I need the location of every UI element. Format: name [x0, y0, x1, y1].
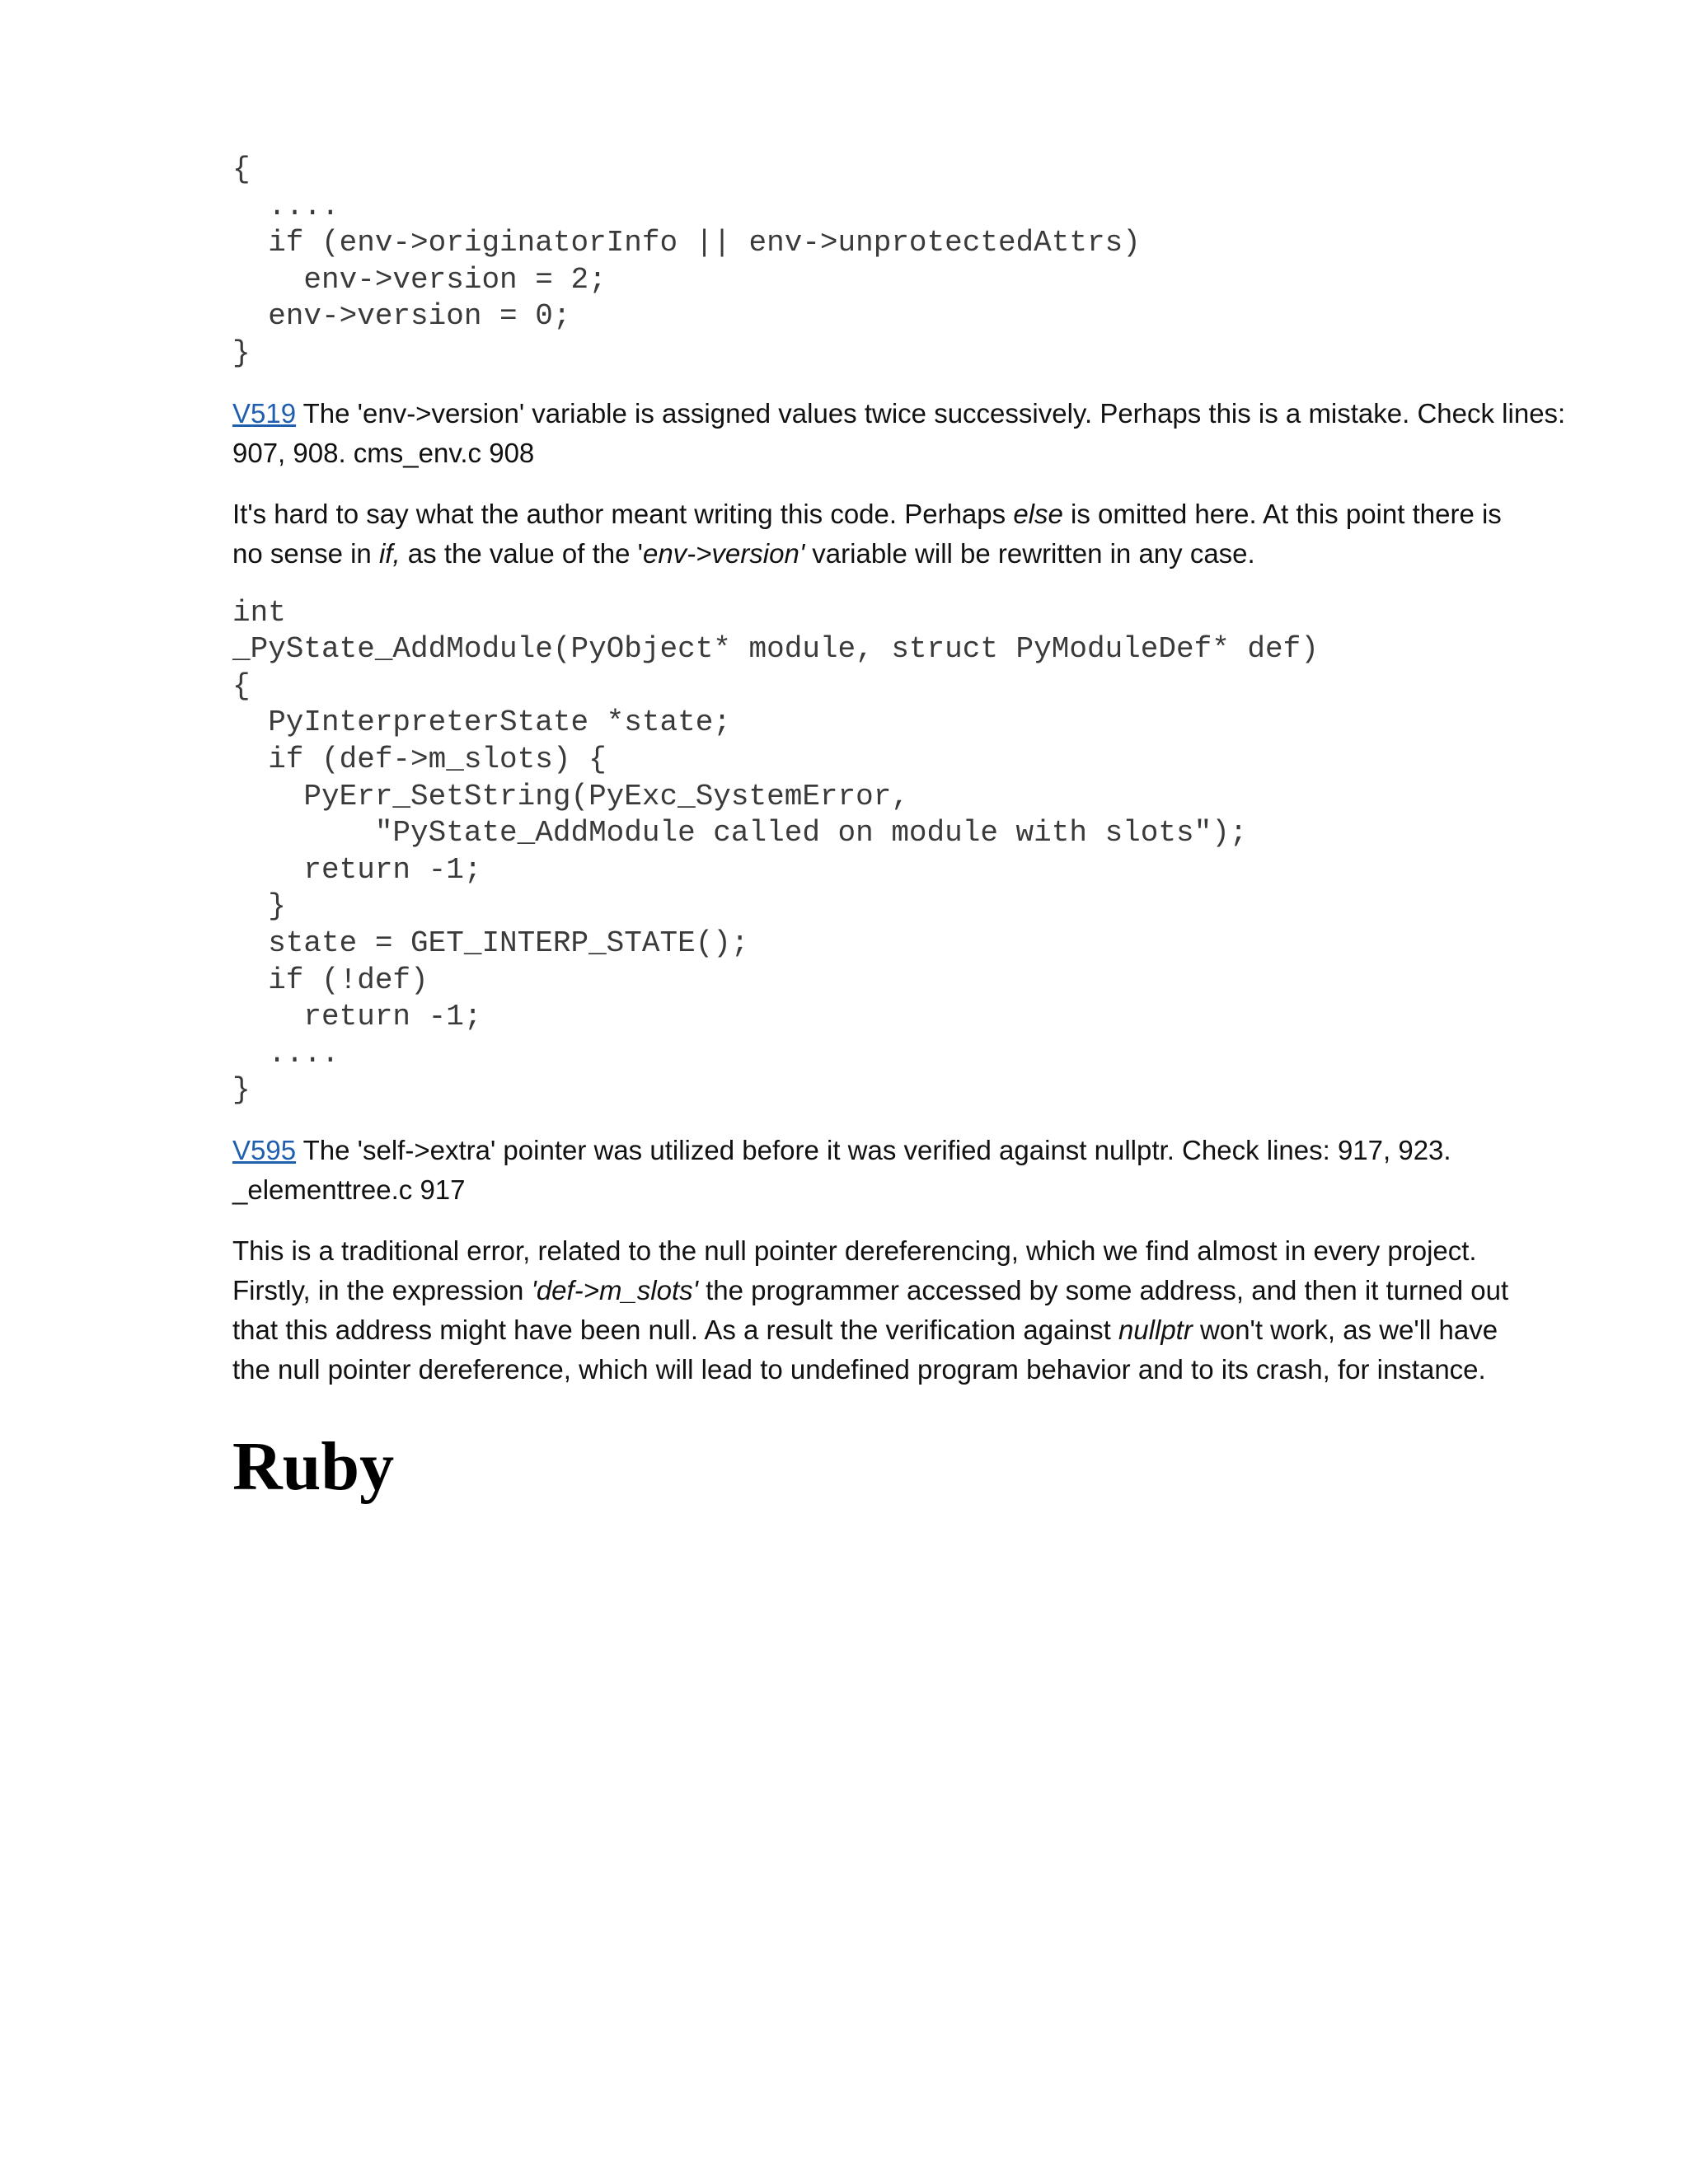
code-block-env-version: { .... if (env->originatorInfo || env->unprotectedAttrs) env->version = 2; env->version = 0; }	[232, 152, 1141, 370]
diagnostic-v595-location: _elementtree.c 917	[232, 1174, 466, 1205]
document-page	[232, 152, 1568, 1508]
diagnostic-v519-location: 907, 908. cms_env.c 908	[232, 437, 535, 468]
v519-link[interactable]: V519	[232, 397, 297, 429]
diagnostic-v519-text: The 'env->version' variable is assigned values twice successively. Perhaps this is a mistake. Check lines:	[296, 397, 1566, 429]
diagnostic-v595	[232, 1131, 1568, 1210]
paragraph-explanation-1: It's hard to say what the author meant writing this code. Perhaps else is omitted here. At this point there is no sense in if, as the value of the 'env->version' variable will be rewritten in any case.	[232, 498, 1502, 569]
v595-link[interactable]: V595	[232, 1134, 297, 1165]
diagnostic-v595-text: The 'self->extra' pointer was utilized before it was verified against nullptr. Check lines: 917, 923.	[296, 1134, 1451, 1165]
paragraph-explanation-2: This is a traditional error, related to the null pointer dereferencing, which we find almost in every project. Firstly, in the expression 'def->m_slots' the programmer accessed by some address, and then it turned out that this address might have been null. As a result the verification against nullptr won't work, as we'll have the null pointer dereference, which will lead to undefined program behavior and to its crash, for instance.	[232, 1235, 1509, 1385]
diagnostic-v519	[232, 394, 1568, 473]
section-heading-ruby: Ruby	[232, 1427, 395, 1505]
code-block-pystate-addmodule: int _PyState_AddModule(PyObject* module, struct PyModuleDef* def) { PyInterpreterState *state; if (def->m_slots) { PyErr_SetString(PyExc_SystemError, "PyState_AddModule called on module with slots"); return -1; } state = GET_INTERP_STATE(); if (!def) return -1; .... }	[232, 595, 1319, 1108]
